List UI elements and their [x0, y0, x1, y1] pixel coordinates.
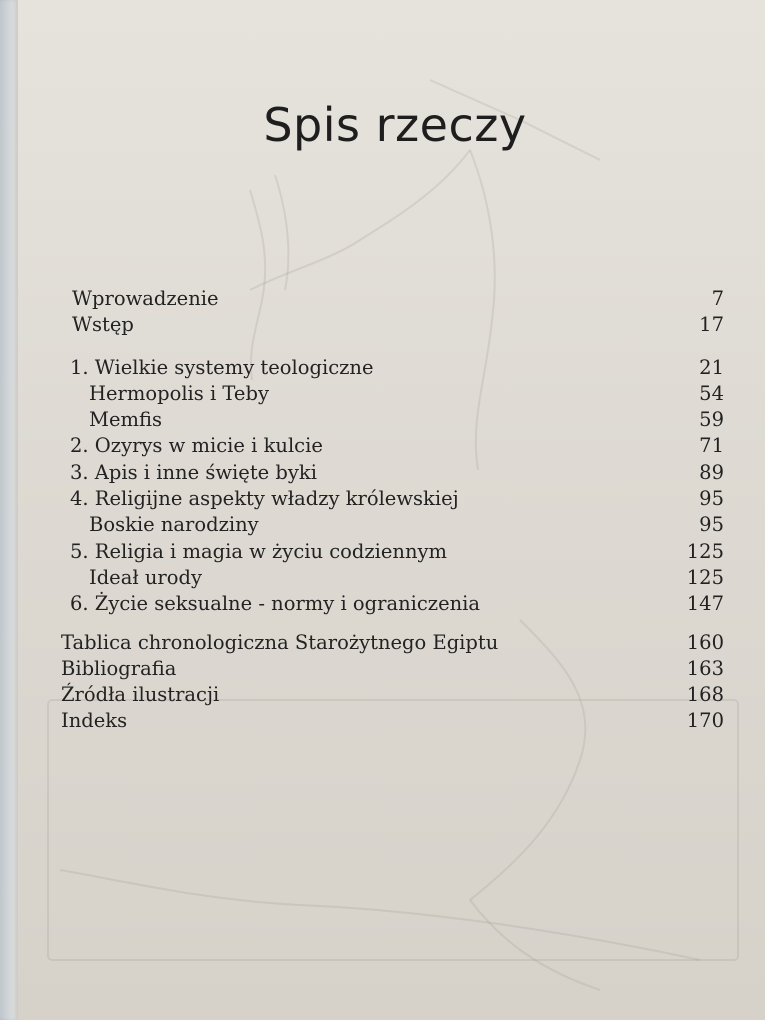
section-gap [58, 339, 724, 355]
toc-entry-chapter-1 [58, 355, 724, 381]
toc-entry-wprowadzenie [58, 286, 724, 312]
toc-entry-page: 147 [686, 592, 724, 616]
toc-entry-page: 17 [699, 313, 724, 337]
toc-entry-page: 163 [686, 656, 724, 680]
toc-subentry-memfis [58, 407, 724, 433]
toc-entry-label: Ideał urody [89, 565, 202, 589]
binding-edge [0, 0, 18, 1020]
toc-entry-page: 71 [699, 434, 724, 458]
toc-entry-label: Wstęp [72, 313, 134, 337]
section-gap [58, 618, 724, 630]
toc-entry-label: 6. Życie seksualne - normy i ograniczenia [70, 592, 481, 616]
toc-entry-chapter-4 [58, 486, 724, 512]
toc-entry-label: Boskie narodziny [89, 513, 259, 537]
toc-entry-label: 2. Ozyrys w micie i kulcie [70, 434, 323, 458]
toc-subentry-ideal-urody [58, 565, 724, 591]
table-of-contents [58, 286, 724, 735]
toc-entry-label: 4. Religijne aspekty władzy królewskiej [70, 487, 459, 511]
toc-entry-page: 170 [686, 709, 724, 733]
toc-entry-label: Indeks [61, 709, 128, 733]
toc-entry-page: 7 [711, 287, 724, 310]
toc-entry-label: Memfis [89, 408, 163, 432]
toc-entry-label: Źródła ilustracji [61, 683, 220, 707]
toc-entry-chapter-2 [58, 433, 724, 459]
toc-entry-label: 1. Wielkie systemy teologiczne [70, 355, 374, 379]
toc-entry-indeks [58, 708, 724, 734]
toc-entry-label: Bibliografia [61, 656, 177, 680]
toc-entry-label: 3. Apis i inne święte byki [70, 460, 317, 484]
toc-entry-chapter-6 [58, 591, 724, 617]
toc-entry-page: 59 [699, 408, 724, 432]
toc-entry-label: 5. Religia i magia w życiu codziennym [70, 539, 448, 563]
toc-entry-page: 160 [686, 630, 724, 654]
toc-entry-bibliografia [58, 656, 724, 682]
toc-entry-page: 168 [686, 683, 724, 707]
toc-entry-zrodla [58, 682, 724, 708]
toc-entry-page: 89 [699, 460, 724, 484]
page-title: Spis rzeczy [263, 98, 527, 152]
toc-subentry-boskie-narodziny [58, 512, 724, 538]
toc-entry-chapter-5 [58, 539, 724, 565]
toc-entry-wstep [58, 312, 724, 338]
toc-entry-page: 125 [686, 565, 724, 589]
toc-subentry-hermopolis [58, 381, 724, 407]
toc-entry-tablica [58, 630, 724, 656]
toc-entry-page: 125 [686, 539, 724, 563]
toc-entry-label: Hermopolis i Teby [89, 381, 269, 405]
toc-entry-page: 21 [699, 355, 724, 379]
toc-entry-label: Wprowadzenie [72, 287, 219, 310]
toc-entry-page: 95 [699, 513, 724, 537]
toc-entry-page: 95 [699, 487, 724, 511]
toc-entry-chapter-3 [58, 460, 724, 486]
toc-entry-page: 54 [699, 381, 724, 405]
toc-entry-label: Tablica chronologiczna Starożytnego Egiptu [61, 630, 499, 654]
